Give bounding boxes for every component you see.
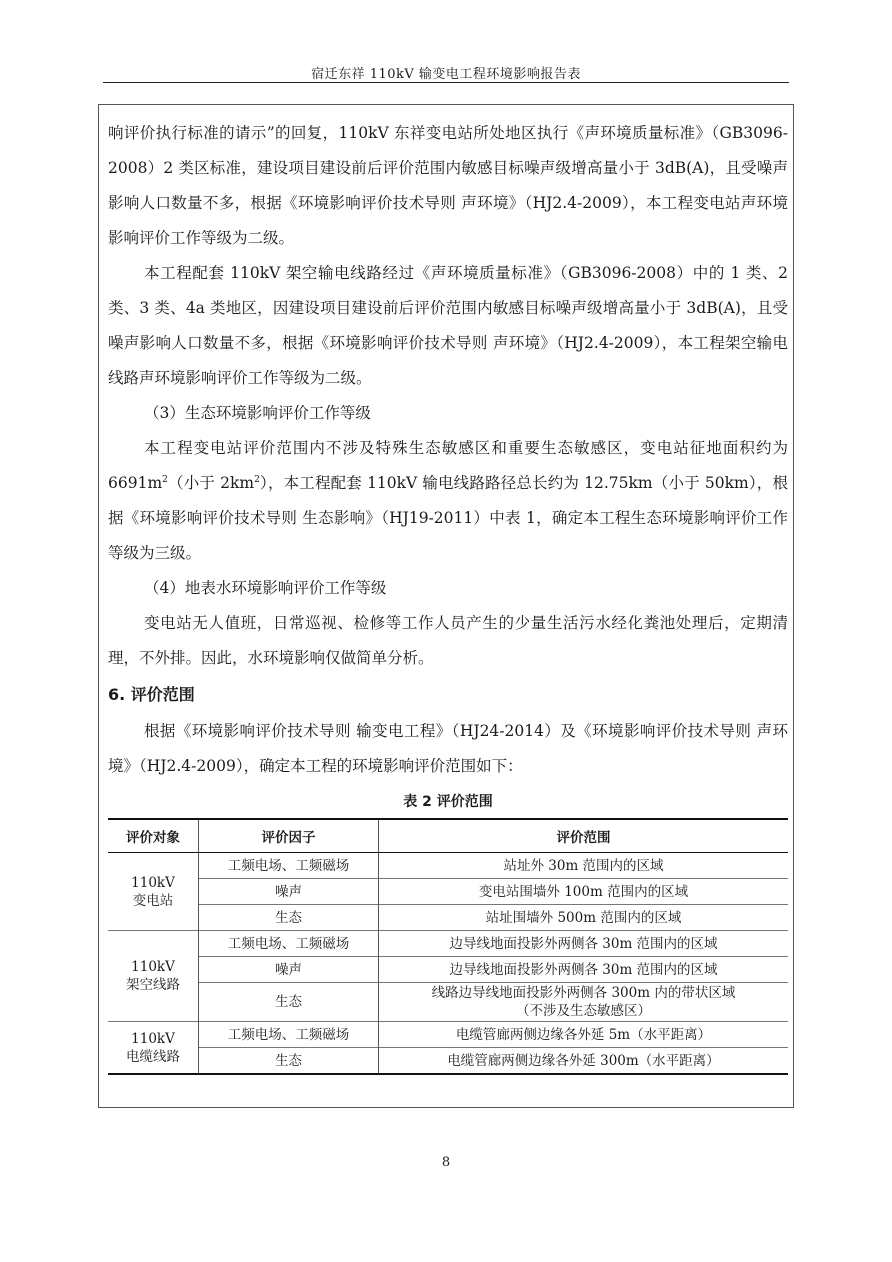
- range-cell: 电缆管廊两侧边缘各外延 5m（水平距离）: [379, 1022, 789, 1048]
- factor-cell: 生态: [199, 1048, 379, 1075]
- range-cell: 变电站围墙外 100m 范围内的区域: [379, 879, 789, 905]
- table-row: [108, 905, 788, 931]
- factor-cell: 工频电场、工频磁场: [199, 931, 379, 957]
- ecology-text-a: 本工程变电站评价范围内不涉及特殊生态敏感区和重要生态敏感区，变电站征地面积约为 6691m: [108, 439, 788, 492]
- paragraph-sound-line: 本工程配套 110kV 架空输电线路经过《声环境质量标准》（GB3096-2008）中的 1 类、2 类、3 类、4a 类地区，因建设项目建设前后评价范围内敏感目标噪声级增高量小于 3dB(A)，且受噪声影响人口数量不多，根据《环境影响评价技术导则 声环境》（HJ2.4-2009），本工程架空输电线路声环境影响评价工作等级为二级。: [108, 264, 788, 387]
- range-cell: 站址围墙外 500m 范围内的区域: [379, 905, 789, 931]
- table-caption: 表 2 评价范围: [403, 794, 493, 810]
- evaluation-scope-table: [108, 818, 788, 1075]
- range-cell: 线路边导线地面投影外两侧各 300m 内的带状区域 （不涉及生态敏感区）: [379, 983, 789, 1022]
- range-cell: 电缆管廊两侧边缘各外延 300m（水平距离）: [379, 1048, 789, 1075]
- factor-cell: 工频电场、工频磁场: [199, 853, 379, 879]
- object-cell: 110kV 电缆线路: [108, 1022, 199, 1075]
- subheading-ecology-level: （3）生态环境影响评价工作等级: [144, 404, 371, 422]
- paragraph-sound-substation: 响评价执行标准的请示”的回复，110kV 东祥变电站所处地区执行《声环境质量标准》（GB3096-2008）2 类区标准，建设项目建设前后评价范围内敏感目标噪声级增高量小于 3dB(A)，且受噪声影响人口数量不多，根据《环境影响评价技术导则 声环境》（HJ2.4-2009），本工程变电站声环境影响评价工作等级为二级。: [108, 124, 788, 247]
- paragraph-water: 变电站无人值班，日常巡视、检修等工作人员产生的少量生活污水经化粪池处理后，定期清理，不外排。因此，水环境影响仅做简单分析。: [108, 614, 788, 667]
- table-header-row: [108, 819, 788, 853]
- ecology-text-b: （小于 2km: [167, 474, 255, 492]
- range-cell: 站址外 30m 范围内的区域: [379, 853, 789, 879]
- table-row: [108, 1022, 788, 1048]
- range-cell: 边导线地面投影外两侧各 30m 范围内的区域: [379, 931, 789, 957]
- superscript-2: 2: [162, 474, 168, 485]
- factor-cell: 生态: [199, 905, 379, 931]
- header-factor: 评价因子: [199, 819, 379, 853]
- paragraph-ecology: [108, 431, 788, 571]
- paragraph-scope-intro: 根据《环境影响评价技术导则 输变电工程》（HJ24-2014）及《环境影响评价技术导则 声环境》（HJ2.4-2009），确定本工程的环境影响评价范围如下：: [108, 722, 788, 775]
- header-rule: [103, 82, 789, 83]
- table-row: [108, 879, 788, 905]
- range-cell: 边导线地面投影外两侧各 30m 范围内的区域: [379, 957, 789, 983]
- table-row: [108, 853, 788, 879]
- table-row: [108, 1048, 788, 1075]
- factor-cell: 噪声: [199, 957, 379, 983]
- object-cell: 110kV 变电站: [108, 853, 199, 931]
- report-header-title: 宿迁东祥 110kV 输变电工程环境影响报告表: [311, 67, 581, 82]
- page-number: 8: [441, 1155, 451, 1170]
- ecology-text-c: ），本工程配套 110kV 输电线路路径总长约为 12.75km（小于 50km），根据《环境影响评价技术导则 生态影响》（HJ19-2011）中表 1，确定本工程生态环境影响评价工作等级为三级。: [108, 474, 788, 562]
- factor-cell: 噪声: [199, 879, 379, 905]
- factor-cell: 工频电场、工频磁场: [199, 1022, 379, 1048]
- header-object: 评价对象: [108, 819, 199, 853]
- table-row: [108, 983, 788, 1022]
- factor-cell: 生态: [199, 983, 379, 1022]
- section-heading-scope: 6. 评价范围: [108, 685, 195, 704]
- object-cell: 110kV 架空线路: [108, 931, 199, 1022]
- superscript-2: 2: [254, 474, 260, 485]
- subheading-water-level: （4）地表水环境影响评价工作等级: [144, 579, 387, 597]
- header-range: 评价范围: [379, 819, 789, 853]
- table-row: [108, 931, 788, 957]
- table-row: [108, 957, 788, 983]
- page-content: [108, 116, 788, 1075]
